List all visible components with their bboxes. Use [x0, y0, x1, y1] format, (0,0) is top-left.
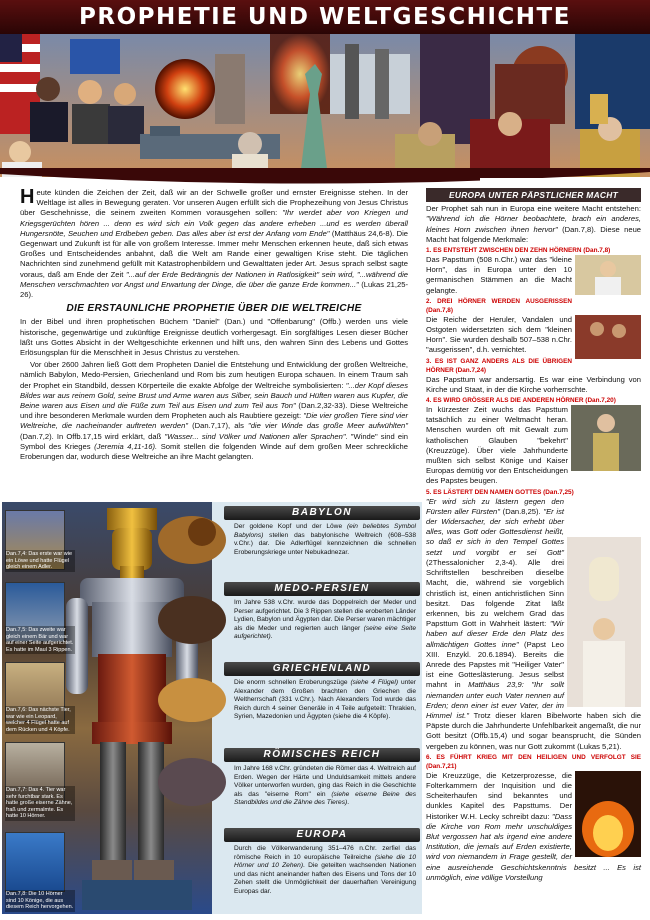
daniel-paragraph: Vor über 2600 Jahren ließ Gott dem Propheten Daniel die Entstehung und Entwicklung der großen Weltreiche, nämlich Babylon, Medo-Persien, Griechenland und Rom bis zum heutigen Europa schauen. In einem Traum sah der Prophet ein Standbild, dessen Körperteile die exakte Abfolge der Weltreiche symbolisierten: "...der Kopf dieses Bildes war aus reinem Gold, seine Brust und Arme waren aus Silber, sein Bauch und Hüften waren aus Kupfer, die Beine waren aus Eisen und die Füße zum Teil aus Eisen und zum Teil aus Ton" (Dan.2,32-33). Diese Weltreiche und ihre besonderen Merkmale wurden dem Propheten auch als Raubtiere gezeigt: "Die vier großen Tiere sind vier Weltreiche, die nacheinander auftreten werden" (Dan.7,17), als "die vier Winde das große Meer aufwühlten" (Dan.7,2). In Offb.17,15 wird erklärt, daß "Wasser... sind Völker und Nationen aller Sprachen". "Winde" sind ein Symbol des Krieges (Jeremia 4,11-16). Somit stellen die folgenden Winde auf dem großen Meer schreckliche Eroberungen dar, wodurch diese Weltreiche an ihre Macht gelangten. — [20, 360, 409, 462]
empire-europa — [224, 828, 420, 897]
empire-text: Im Jahre 168 v.Chr. gründeten die Römer das 4. Weltreich auf Erden. Wegen der Härte und Unduldsamkeit mittels andere Völker unterworfen wurden, ging das Reich in die Geschichte als das "eiserne Rom" ein (siehe eiserne Beine des Standbildes und die Zähne des Tieres). — [234, 765, 417, 807]
caption-greece: Dan.7,6: Das nächste Tier, war wie ein Leopard, welcher 4 Flügel hatte auf dem Rücken und 4 Köpfe. — [5, 706, 75, 734]
point-heading: 6. ES FÜHRT KRIEG MIT DEN HEILIGEN UND VERFOLGT SIE (Dan.7,21) — [426, 753, 641, 770]
point-text: Die Kreuzzüge, die Ketzerprozesse, die Folterkammern der Inquisition und die Scheiterhaufen sind bekanntes und dunkles Kapitel des Papsttums. Der Historiker W.H. Lecky schreibt dazu: "Dass die Kirche von Rom mehr unschuldiges Blut vergossen hat als irgend eine andere Institution, die jemals auf Erden existierte, wird von niemandem in Frage gestellt, der eine ausreichende Geschichtskenntnis besitzt ... Es ist unmöglich, eine völlige Vorstellung — [426, 770, 641, 882]
section-heading: DIE ERSTAUNLICHE PROPHETIE ÜBER DIE WELTREICHE — [66, 303, 362, 315]
right-heading: EUROPA UNTER PÄPSTLICHER MACHT — [426, 188, 641, 202]
right-intro: Der Prophet sah nun in Europa eine weitere Macht entstehen: "Während ich die Hörner beobachtete, brach ein anderes, kleines Horn zwischen ihnen hervor" (Dan.7,8). Diese neue Macht hat folgende Merkmale: — [426, 204, 642, 244]
empire-heading: GRIECHENLAND — [224, 662, 420, 676]
header-divider-curve — [0, 168, 650, 188]
empire-heading: BABYLON — [224, 506, 420, 520]
drop-cap: H — [20, 186, 35, 208]
caption-rome: Dan.7,7: Das 4. Tier war sehr furchtbar stark. Es hatte große eiserne Zähne, fraß und zermalmte. Es hatte 10 Hörner. — [5, 786, 75, 821]
bear-image — [152, 580, 232, 650]
empire-heading: MEDO-PERSIEN — [224, 582, 420, 596]
europe-map-thumbnail — [5, 832, 65, 892]
beast-image — [152, 742, 232, 812]
empire-heading: RÖMISCHES REICH — [224, 748, 420, 762]
page-title: PROPHETIE UND WELTGESCHICHTE — [79, 4, 571, 30]
point-text: In kürzester Zeit wuchs das Papsttum tatsächlich zu einer Weltmacht heran. Menschen wurden oft mit Gewalt zum katholischen Glauben "bekehrt" (Kreuzzüge). Über viele Jahrhunderte mußten sich selbst Könige und Kaiser Europas demütig vor den Entscheidungen des Papstes beugen. — [426, 405, 568, 486]
empire-heading: EUROPA — [224, 828, 420, 842]
coronation-image — [571, 405, 641, 471]
empire-text: Durch die Völkerwanderung 351–476 n.Chr. zerfiel das römische Reich in 10 europäische Teilreiche (siehe die 10 Hörner und 10 Zehen). Die geteilten wachsenden Nationen und das nicht aneinander haften des Eisens und Tons der 10 Zehen stellt die Unmöglichkeit der dauerhaften Vereinigung Europas dar. — [234, 845, 416, 895]
empire-text: Die enorm schnellen Eroberungszüge (siehe 4 Flügel) unter Alexander dem Großen brachten den Griechen die Weltherrschaft (331 v.Chr.). Nach Alexanders Tod wurde das Reich durch 4 seiner Generäle in 4 Teile aufgeteilt: Thrakien, Syrien, Mazedonien und Ägypten (siehe die 4 Köpfe). — [234, 679, 416, 721]
leopard-image — [152, 660, 232, 730]
left-article — [20, 188, 408, 464]
burning-stake-image — [575, 771, 641, 857]
caption-babylon: Dan.7,4: Das erste war wie ein Löwe und hatte Flügel gleich einem Adler. — [5, 550, 75, 572]
point-text: Das Papsttum war andersartig. Es war eine Verbindung von Kirche und Staat, in der die Kirche vorherrschte. — [426, 374, 641, 394]
empire-rom — [224, 748, 420, 808]
point-heading: 1. ES ENTSTEHT ZWISCHEN DEN ZEHN HÖRNERN (Dan.7,8) — [426, 247, 611, 255]
point-heading: 5. ES LÄSTERT DEN NAMEN GOTTES (Dan.7,25) — [426, 488, 574, 496]
point-text: Die Reiche der Heruler, Vandalen und Ostgoten widersetzten sich dem "kleinen Horn". Sie wurden deshalb 507–538 n.Chr. "ausgerissen", d.h. vernichtet. — [426, 314, 572, 355]
bible-paragraph: In der Bibel und ihren prophetischen Büchern "Daniel" (Dan.) und "Offenbarung" (Offb.) werden uns viele historische, gegenwärtige und zukünftige Ereignisse deutlich vorhergesagt. Ein sorgfältiges Lesen dieser Bücher läßt uns Gottes Absicht in der Weltgeschichte erkennen und hilft uns, den wahren Sinn des Lebens und Gottes Erlösungsplan für die Menschheit in Jesus Christus zu verstehen. — [20, 317, 408, 358]
warriors-image — [575, 315, 641, 359]
point-text: "Er wird sich zu lästern gegen den Fürsten aller Fürsten" (Dan.8,25). "Er ist der Widersacher, der sich erhebt über alles, was Gott oder Gottesdienst heißt, so daß er sich in den Tempel Gottes setzt und vorgibt er sei Gott" (2Thessalonicher 2,3-4). Alle drei Schriftstellen beschreiben dieselbe Macht, die, während sie vorgeblich christlich ist, einen antichristlichen Sinn besitzt. Das folgende Zitat läßt erkennen, bis zu welchem Grad das Papsttum Gott in Wahrheit lästert: "Wir haben auf dieser Erde den Platz des allmächtigen Gottes inne" (Papst Leo XIII. Enzykl. 20.6.1894). Bereits die Anrede des Papstes mit "Heiliger Vater" ist eine Gotteslästerung. Jesus selbst mahnt in Matthäus 23,9: "Ihr sollt niemanden unter euch Vater nennen auf Erden; denn einer ist euer Vater, der im Himmel ist." Trotz dieser klaren Bibelworte haben sich die Päpste durch die Jahrhunderte Unfehlbarkeit angemaßt, die nur Gott besitzt (Offb.15,4) und sogar beansprucht, die Sünden vergeben zu können, was nur Gott zukommt (Lukas 5,21). — [426, 496, 641, 751]
empire-babylon — [224, 506, 420, 557]
empire-text: Der goldene Kopf und der Löwe (ein beliebtes Symbol Babylons) stellen das babylonische Weltreich (608–538 v.Chr.) dar. Die Adlerflügel kennzeichnen die schnellen Eroberungskriege unter Nebukadnezar. — [234, 523, 416, 556]
empire-griechenland — [224, 662, 420, 722]
intro-paragraph: Heute künden die Zeichen der Zeit, daß wir an der Schwelle großer und ernster Ereignisse stehen. In der Weltlage ist alles in Bewegung geraten. Vor unseren Augen erfüllt sich die Prophezeihung von Jesus Christus über Geschehnisse, die seinem zweiten Kommen vorausgehen sollen: "Ihr werdet aber von Kriegen und Kriegsgerüchten hören ... denn es wird sich ein Volk gegen das andere erheben ...und es werden überall Hungersnöte, Seuchen und Erdbeben geben. Das alles aber ist erst der Anfang vom Ende" (Matthäus 24,6-8). Die Gegenwart und Zukunft ist für alle von großem Interesse. Immer mehr Menschen erkennen heute, daß sich etwas Großes und Entscheidendes anbahnt, daß die Welt am Rande einer gewaltigen Krise steht. Die täglichen Nachrichten sind zunehmend gefüllt mit Katastrophenbildern und Gewalttaten jeder Art. Jesus sprach selbst sagte voraus, daß am Ende der Zeit "...auf der Erde Bedrängnis der Nationen in Ratlosigkeit" sein wird, "...während die Menschen verschmachten vor Angst und Erwartung der Dinge, die über die ganze Erde kommen..." (Lukas 21,25-26). — [20, 186, 408, 300]
caption-persia: Dan.7,5: Das zweite war gleich einem Bär und war auf einer Seite aufgerichtet. Es hatte im Maul 3 Rippen. — [6, 627, 74, 653]
lion-image — [152, 502, 232, 572]
point-text: Das Papsttum (508 n.Chr.) war das "kleine Horn", das in Europa unter den 10 germanischen Stämmen an die Macht gelangte. — [426, 255, 572, 295]
pope-image — [575, 255, 641, 295]
papal-tiara-image — [567, 537, 641, 707]
empire-medo-persien — [224, 582, 420, 642]
page-header — [0, 0, 650, 34]
point-heading: 3. ES IST GANZ ANDERS ALS DIE ÜBRIGEN HÖRNER (Dan.7,24) — [426, 357, 572, 374]
empires-panel — [2, 502, 422, 914]
right-column — [426, 188, 641, 884]
point-heading: 2. DREI HÖRNER WERDEN AUSGERISSEN (Dan.7,8) — [426, 297, 572, 314]
collage-image — [0, 34, 650, 177]
header-collage — [0, 34, 650, 177]
point-heading: 4. ES WIRD GRÖSSER ALS DIE ANDEREN HÖRNER (Dan.7,20) — [426, 397, 616, 405]
caption-europe: Dan.7,8: Die 10 Hörner sind 10 Könige, die aus diesem Reich hervorgehen. — [6, 891, 74, 910]
empire-text: Im Jahre 538 v.Chr. wurde das Doppelreich der Meder und Perser aufgerichtet. Die 3 Rippen stellen die eroberten Länder Lydien, Babylon und Ägypten dar. Die Perser waren mächtiger als die Meder und regierten auch länger (seine eine Seite aufgerichtet). — [234, 599, 416, 641]
